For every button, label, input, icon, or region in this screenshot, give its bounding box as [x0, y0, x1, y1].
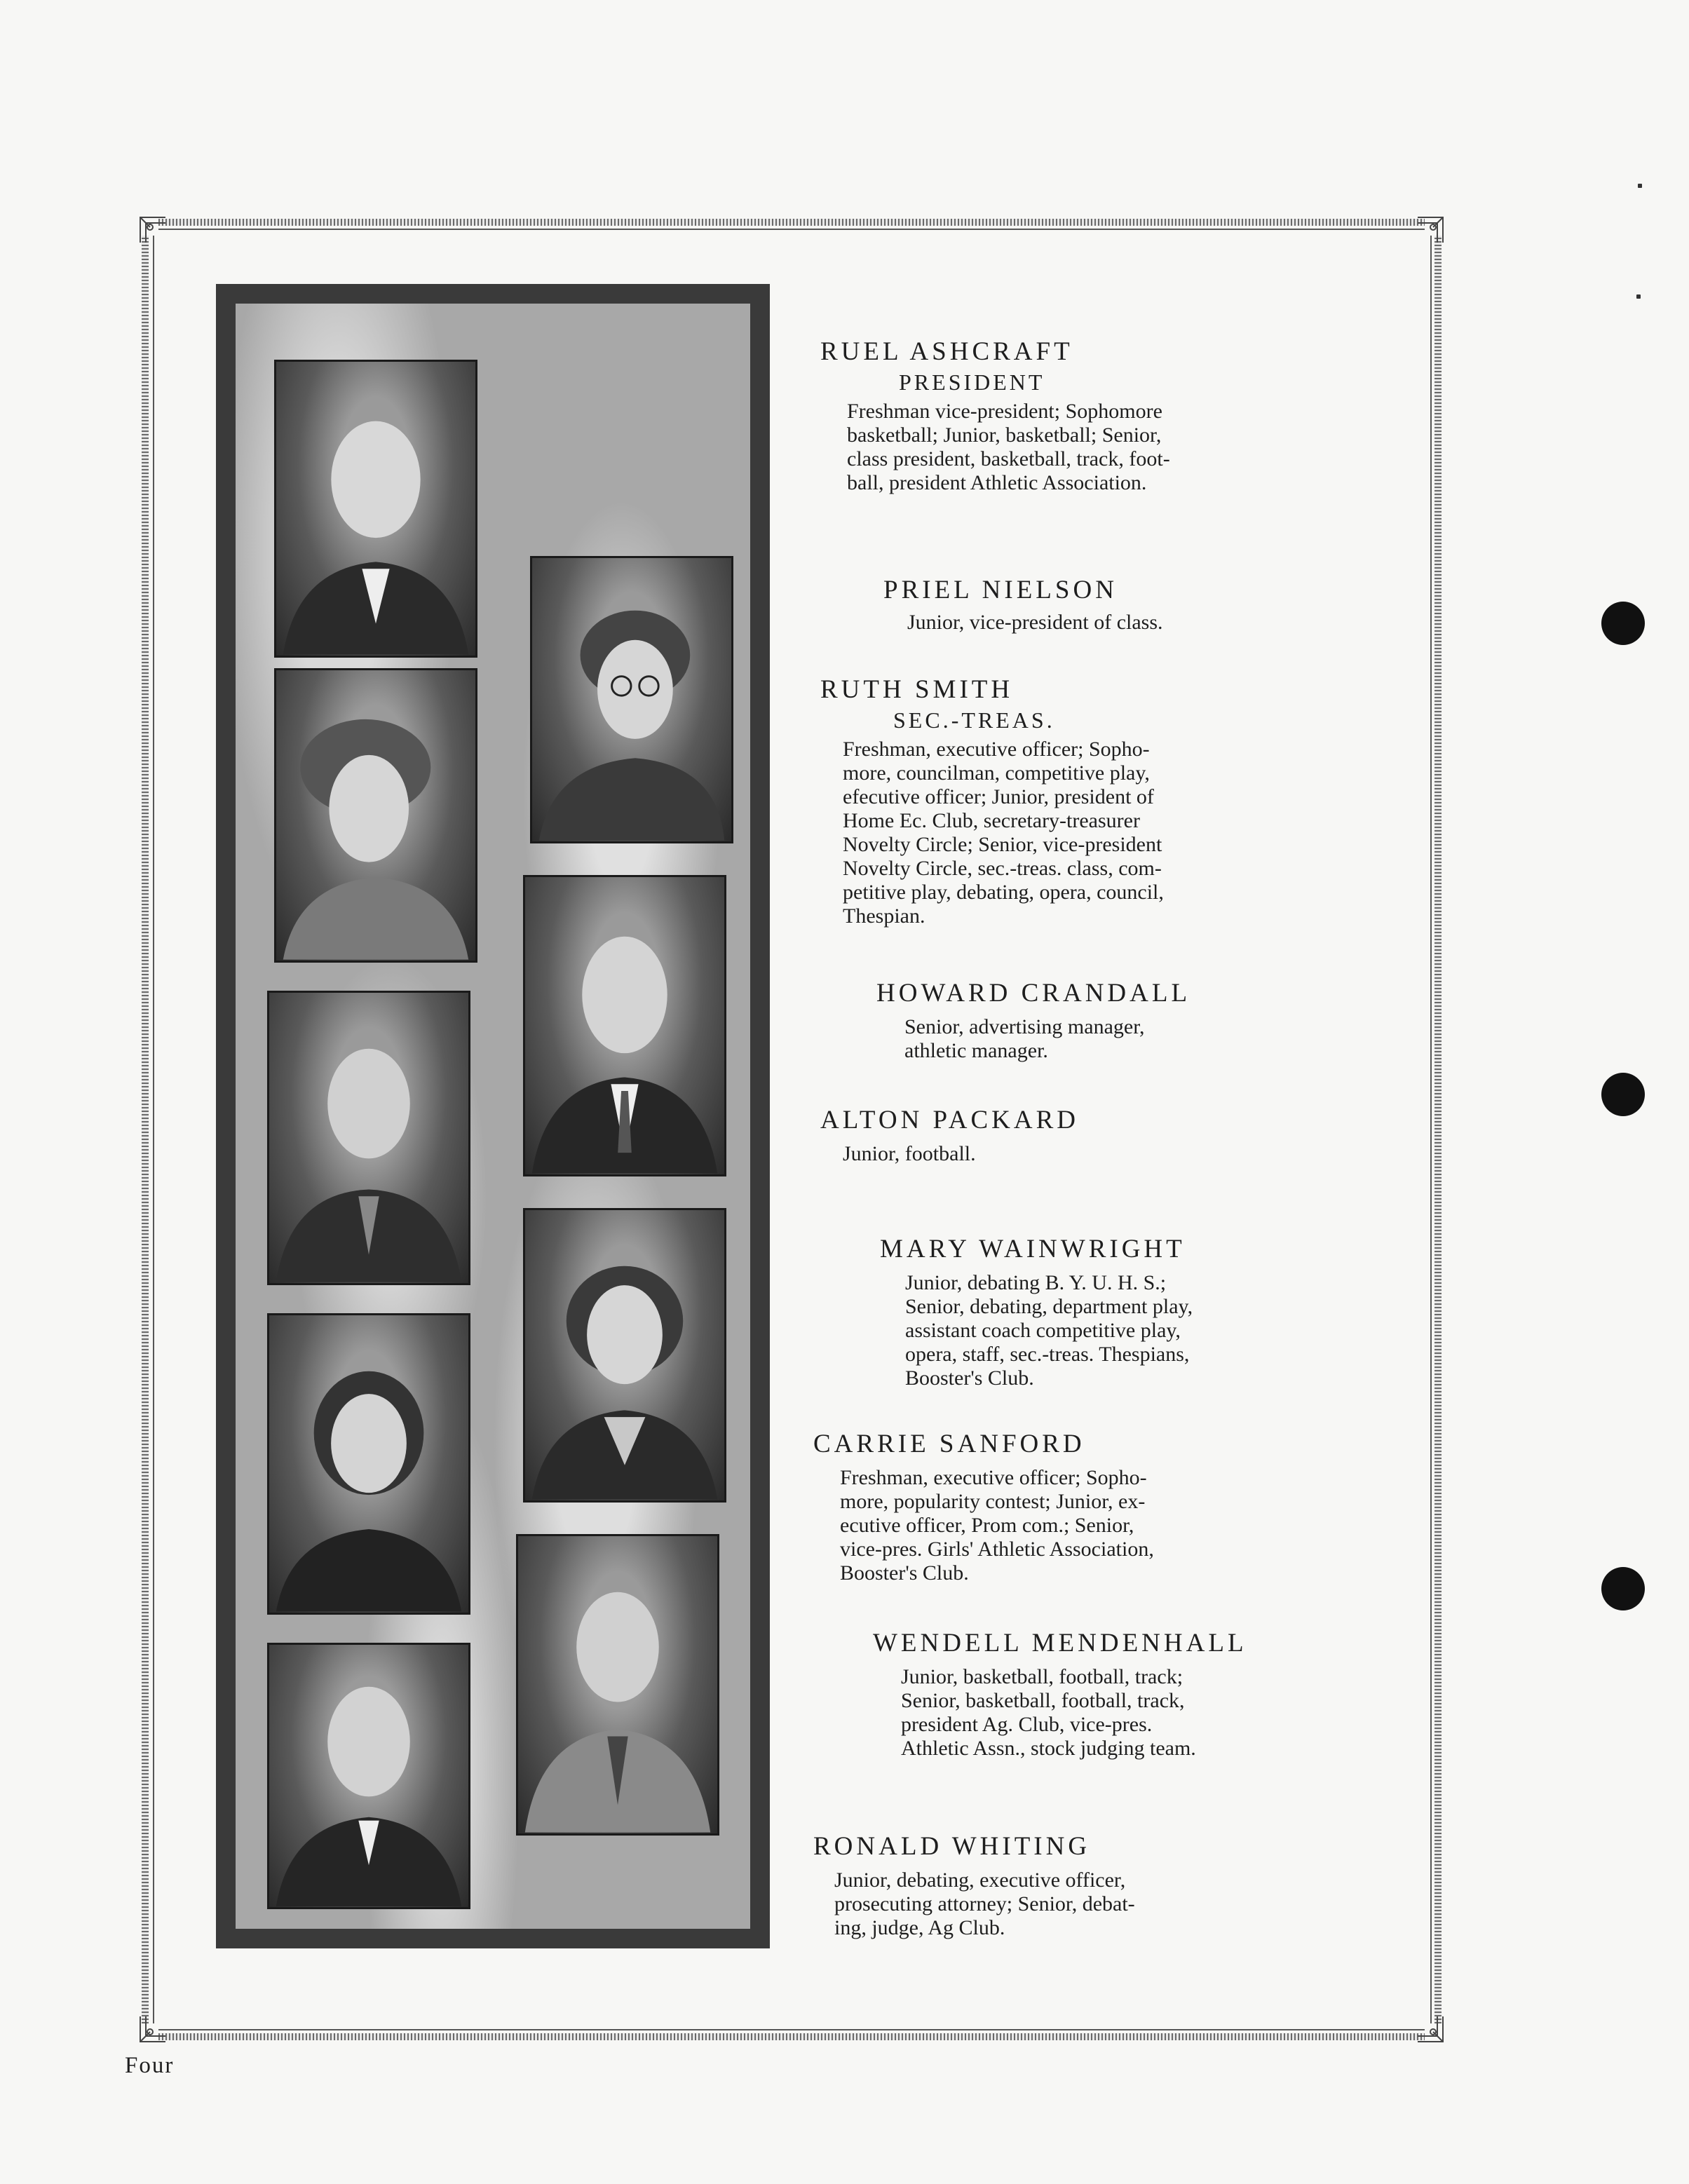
- list-item: [813, 1429, 1154, 1585]
- portrait-photo: [267, 1313, 470, 1615]
- punch-hole: [1601, 1567, 1645, 1610]
- punch-hole: [1601, 602, 1645, 645]
- speck: [1638, 184, 1642, 188]
- list-item: [880, 1234, 1193, 1390]
- punch-hole: [1601, 1073, 1645, 1116]
- person-name: WENDELL MENDENHALL: [873, 1629, 1247, 1657]
- speck: [1636, 294, 1641, 299]
- portrait-photo: [516, 1534, 719, 1836]
- person-name: PRIEL NIELSON: [883, 576, 1118, 604]
- person-name: HOWARD CRANDALL: [876, 979, 1191, 1008]
- list-item: [820, 674, 1327, 928]
- activities-text: Freshman, executive officer; Sopho- more, councilman, competitive play, efecutive officer; Junior, president of Home Ec. Club, secretary-treasurer Novelty Circle; Senior, vice-president Novelty Circle, sec.-treas. class, com- petitive play, debating, opera, council, Thespian.: [843, 738, 1164, 928]
- activities-text: Junior, debating B. Y. U. H. S.; Senior, debating, department play, assistant coach competitive play, opera, staff, sec.-treas. Thespians, Booster's Club.: [905, 1271, 1193, 1390]
- person-name: RONALD WHITING: [813, 1832, 1091, 1861]
- list-item: [876, 978, 1191, 1063]
- person-name: CARRIE SANFORD: [813, 1430, 1085, 1458]
- portrait-photo: [267, 1643, 470, 1909]
- portrait-photo: [267, 991, 470, 1285]
- portrait-photo: [523, 875, 726, 1176]
- person-name: ALTON PACKARD: [820, 1106, 1079, 1134]
- activities-text: Junior, vice-president of class.: [907, 611, 1163, 634]
- list-item: [883, 575, 1163, 635]
- portrait-photo: [530, 556, 733, 843]
- list-item: [820, 337, 1324, 495]
- person-name: RUTH SMITH: [820, 675, 1014, 704]
- activities-text: Freshman vice-president; Sophomore basketball; Junior, basketball; Senior, class president, basketball, track, foot- ball, president Athletic Association.: [847, 400, 1170, 494]
- corner-ornament-icon: [1415, 2014, 1446, 2044]
- mottled-background: [236, 304, 750, 1929]
- portrait-photo: [523, 1208, 726, 1503]
- portrait-photo: [274, 360, 477, 658]
- activities-text: Freshman, executive officer; Sopho- more, popularity contest; Junior, ex- ecutive officer, Prom com.; Senior, vice-pres. Girls' Athletic Association, Booster's Club.: [840, 1466, 1154, 1585]
- office-title: PRESIDENT: [899, 369, 1045, 395]
- corner-ornament-icon: [137, 215, 168, 245]
- list-item: [873, 1628, 1247, 1761]
- corner-ornament-icon: [1415, 215, 1446, 245]
- list-item: [813, 1831, 1135, 1940]
- list-item: [820, 1105, 1079, 1166]
- activities-text: Junior, debating, executive officer, prosecuting attorney; Senior, debat- ing, judge, Ag Club.: [834, 1868, 1135, 1939]
- corner-ornament-icon: [137, 2014, 168, 2044]
- activities-text: Junior, basketball, football, track; Senior, basketball, football, track, president Ag. Club, vice-pres. Athletic Assn., stock judging team.: [901, 1665, 1196, 1760]
- portrait-panel: [216, 284, 770, 1948]
- office-title: SEC.-TREAS.: [893, 707, 1055, 733]
- person-name: RUEL ASHCRAFT: [820, 337, 1073, 366]
- activities-text: Junior, football.: [843, 1142, 976, 1165]
- portrait-photo: [274, 668, 477, 963]
- person-name: MARY WAINWRIGHT: [880, 1235, 1186, 1263]
- page-number: Four: [125, 2053, 175, 2078]
- activities-text: Senior, advertising manager, athletic manager.: [904, 1015, 1145, 1062]
